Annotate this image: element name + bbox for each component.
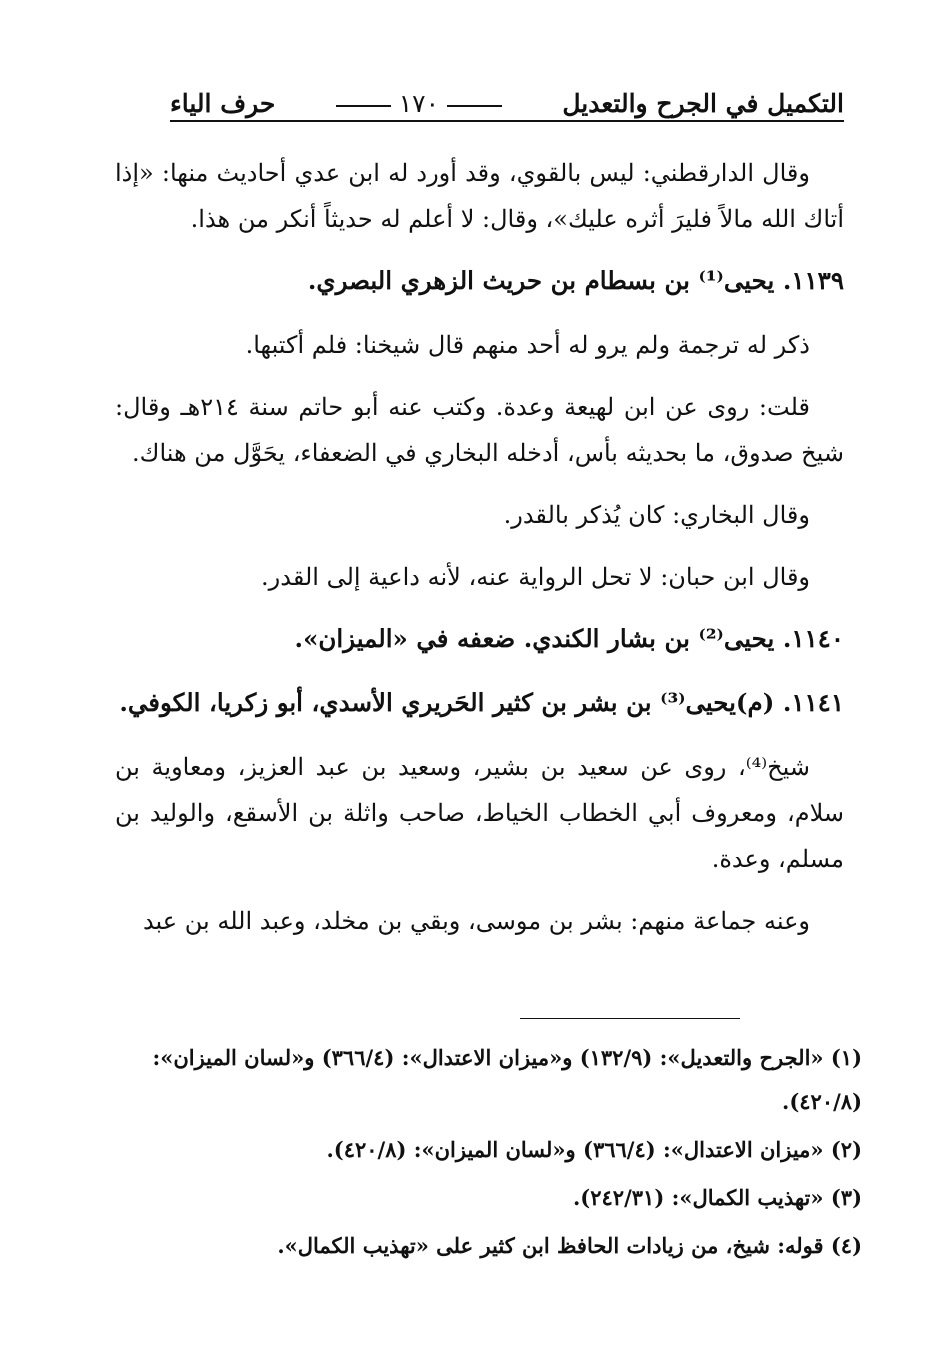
running-header	[170, 74, 844, 122]
paragraph-bukhari: وقال البخاري: كان يُذكر بالقدر.	[503, 501, 810, 529]
header-section: حرف الياء	[170, 89, 276, 118]
paragraph-daraqutni: وقال الدارقطني: ليس بالقوي، وقد أورد له ابن عدي أحاديث منها: «إذا أتاك الله مالاً فليرَ أثره عليك»، وقال: لا أعلم له حديثاً أنكر من هذا.	[115, 159, 844, 233]
main-text	[115, 150, 844, 960]
footnote-separator	[520, 1018, 740, 1019]
entry-1141-heading: ١١٤١. (م)يحيى⁽³⁾ بن بشر بن كثير الحَريري الأسدي، أبو زكريا، الكوفي.	[119, 688, 844, 717]
footnote-2: (٢) «ميزان الاعتدال»: (٣٦٦/٤) و«لسان الميزان»: (٤٢٠/٨).	[326, 1137, 862, 1162]
header-center	[328, 89, 510, 118]
page-number: ١٧٠	[398, 89, 440, 118]
paragraph-students: وعنه جماعة منهم: بشر بن موسى، وبقي بن مخلد، وعبد الله بن عبد	[142, 907, 810, 935]
entry-1140-heading: ١١٤٠. يحيى⁽²⁾ بن بشار الكندي. ضعفه في «الميزان».	[294, 624, 844, 653]
footnote-4: (٤) قوله: شيخ، من زيادات الحافظ ابن كثير على «تهذيب الكمال».	[277, 1233, 862, 1258]
footnote-1: (١) «الجرح والتعديل»: (١٣٢/٩) و«ميزان الاعتدال»: (٣٦٦/٤) و«لسان الميزان»: (٤٢٠/٨).	[152, 1045, 862, 1114]
paragraph-translation-note: ذكر له ترجمة ولم يرو له أحد منهم قال شيخنا: فلم أكتبها.	[245, 331, 810, 359]
header-dash	[447, 105, 502, 107]
paragraph-qultu: قلت: روى عن ابن لهيعة وعدة. وكتب عنه أبو حاتم سنة ٢١٤هـ وقال: شيخ صدوق، ما بحديثه بأس، أدخله البخاري في الضعفاء، يحَوَّل من هناك.	[115, 393, 844, 467]
footnote-3: (٣) «تهذيب الكمال»: (٢٤٢/٣١).	[573, 1185, 862, 1210]
paragraph-ibn-hibban: وقال ابن حبان: لا تحل الرواية عنه، لأنه داعية إلى القدر.	[261, 563, 810, 591]
paragraph-shaykh: شيخ⁽⁴⁾، روى عن سعيد بن بشير، وسعيد بن عبد العزيز، ومعاوية بن سلام، ومعروف أبي الخطاب الخياط، صاحب واثلة بن الأسقع، والوليد بن مسلم، وعدة.	[115, 753, 844, 873]
header-book-title: التكميل في الجرح والتعديل	[562, 89, 844, 118]
header-dash	[336, 105, 391, 107]
entry-1139-heading: ١١٣٩. يحيى⁽¹⁾ بن بسطام بن حريث الزهري البصري.	[307, 266, 844, 295]
footnotes	[80, 1036, 862, 1272]
